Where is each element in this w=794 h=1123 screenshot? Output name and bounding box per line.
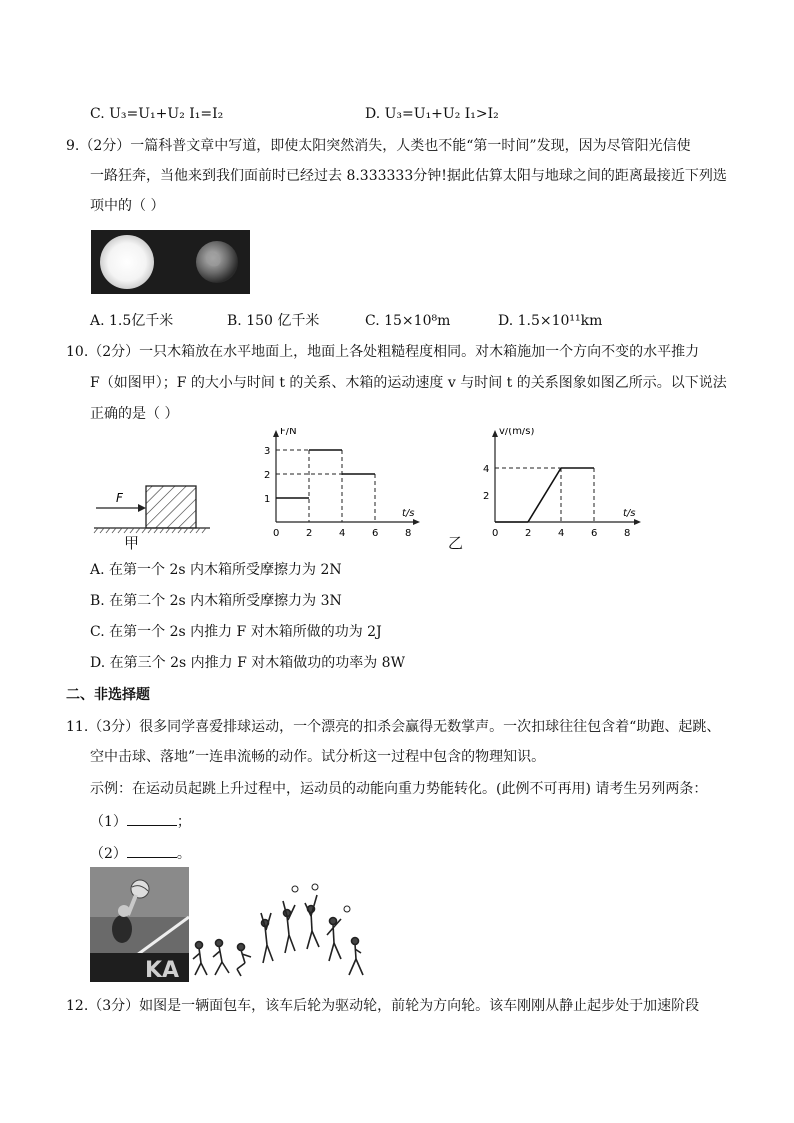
force-chart-x-tick-8: 8 <box>405 528 412 539</box>
q11-answer-1-suffix: ； <box>176 814 191 830</box>
force-chart-y-tick-1: 1 <box>264 494 271 505</box>
q10-option-a: A. 在第一个 2s 内木箱所受摩擦力为 2N <box>90 562 342 578</box>
velocity-chart-x-arrow-icon <box>634 519 641 525</box>
q10-option-d: D. 在第三个 2s 内推力 F 对木箱做功的功率为 8W <box>90 655 405 671</box>
force-chart-x-axis-label: t/s <box>402 508 415 519</box>
sun-icon <box>100 235 154 289</box>
q9-stem-line1: 9.（2分）一篇科普文章中写道，即使太阳突然消失，人类也不能“第一时间”发现，因为尽管阳光信使 <box>66 138 691 154</box>
photo-banner-text: KA <box>145 958 180 982</box>
ball-icon-3 <box>344 906 350 912</box>
q11-answer-2-blank[interactable] <box>127 842 177 858</box>
q11-example: 示例：在运动员起跳上升过程中，运动员的动能向重力势能转化。(此例不可再用) 请考生另列两条： <box>90 781 708 797</box>
velocity-chart-y-tick-2: 2 <box>483 491 490 502</box>
q10-option-c: C. 在第一个 2s 内推力 F 对木箱所做的功为 2J <box>90 624 382 640</box>
velocity-chart-series-segment-1 <box>528 468 561 522</box>
q9-option-b: B. 150 亿千米 <box>227 313 320 329</box>
force-chart-y-tick-2: 2 <box>264 470 271 481</box>
q11-answer-2-suffix: 。 <box>176 846 191 862</box>
velocity-chart-x-tick-8: 8 <box>624 528 631 539</box>
arrow-head-icon <box>138 504 146 512</box>
velocity-chart-x-tick-4: 4 <box>558 528 565 539</box>
q9-option-a: A. 1.5亿千米 <box>90 313 174 329</box>
force-chart-y-tick-3: 3 <box>264 446 271 457</box>
force-chart-x-tick-2: 2 <box>306 528 313 539</box>
sun-earth-image <box>91 230 250 294</box>
q11-stem-line2: 空中击球、落地”一连串流畅的动作。试分析这一过程中包含的物理知识。 <box>90 749 546 765</box>
q11-answer-2-prefix: （2） <box>90 846 127 862</box>
chart-velocity-time <box>478 428 648 543</box>
figure-jia-label: 甲 <box>124 534 140 552</box>
q8-option-d: D. U₃=U₁+U₂ I₁>I₂ <box>365 106 499 122</box>
section-title: 二、非选择题 <box>66 687 150 703</box>
q9-stem-line3: 项中的（ ） <box>90 198 165 214</box>
velocity-chart-x-tick-2: 2 <box>525 528 532 539</box>
q9-stem-line2: 一路狂奔，当他来到我们面前时已经过去 8.333333分钟!据此估算太阳与地球之间的距离最接近下列选 <box>90 168 727 184</box>
q9-option-c: C. 15×10⁸m <box>365 313 451 329</box>
ball-icon <box>292 886 298 892</box>
figure-jia <box>92 478 212 550</box>
q11-stem-line1: 11.（3分）很多同学喜爱排球运动，一个漂亮的扣杀会赢得无数掌声。一次扣球往往包含着“助跑、起跳、 <box>66 719 721 735</box>
force-chart-x-tick-0: 0 <box>273 528 280 539</box>
figure-yi-label: 乙 <box>448 534 464 552</box>
q10-stem-line1: 10.（2分）一只木箱放在水平地面上，地面上各处粗糙程度相同。对木箱施加一个方向不变的水平推力 <box>66 344 700 360</box>
q10-stem-line3: 正确的是（ ） <box>90 406 179 422</box>
q9-option-d: D. 1.5×10¹¹km <box>498 313 603 329</box>
force-chart-x-tick-4: 4 <box>339 528 346 539</box>
force-chart-y-axis-label: F/N <box>280 428 297 437</box>
velocity-chart-y-arrow-icon <box>492 430 498 437</box>
velocity-chart-y-axis-label: v/(m/s) <box>499 428 535 437</box>
force-chart-y-arrow-icon <box>273 430 279 437</box>
q11-answer-2 <box>90 842 191 864</box>
velocity-chart-y-tick-4: 4 <box>483 464 490 475</box>
q11-answer-1 <box>90 810 191 832</box>
q11-answer-1-prefix: （1） <box>90 814 127 830</box>
q10-option-b: B. 在第二个 2s 内木箱所受摩擦力为 3N <box>90 593 342 609</box>
force-label: F <box>116 491 123 505</box>
q8-option-c: C. U₃=U₁+U₂ I₁=I₂ <box>90 106 224 122</box>
q11-answer-1-blank[interactable] <box>127 810 177 826</box>
q10-stem-line2: F（如图甲）；F 的大小与时间 t 的关系、木箱的运动速度 v 与时间 t 的关系图象如图乙所示。以下说法 <box>90 375 727 391</box>
wooden-box <box>146 486 196 528</box>
ball-icon-2 <box>312 884 318 890</box>
spike-sequence-drawing <box>189 883 367 982</box>
volleyball-photo <box>90 867 189 982</box>
q12-stem-line1: 12.（3分）如图是一辆面包车，该车后轮为驱动轮，前轮为方向轮。该车刚刚从静止起步处于加速阶段 <box>66 998 700 1014</box>
chart-force-time <box>262 428 422 543</box>
velocity-chart-x-axis-label: t/s <box>623 508 636 519</box>
force-chart-x-tick-6: 6 <box>372 528 379 539</box>
force-chart-x-arrow-icon <box>413 519 420 525</box>
velocity-chart-x-tick-0: 0 <box>492 528 499 539</box>
velocity-chart-x-tick-6: 6 <box>591 528 598 539</box>
